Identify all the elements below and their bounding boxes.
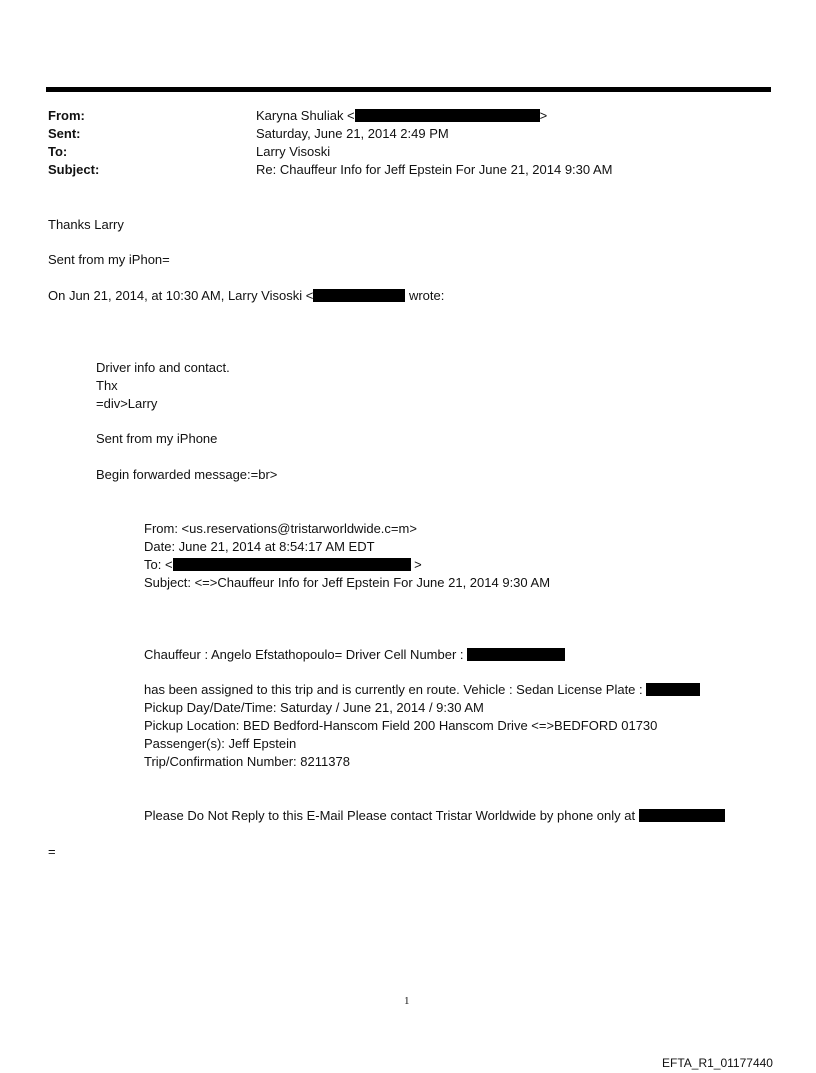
body-driver-info: Driver info and contact. [96, 360, 230, 375]
body-on-wrote: On Jun 21, 2014, at 10:30 AM, Larry Visoski < wrote: [48, 288, 445, 303]
pickup-location-line: Pickup Location: BED Bedford-Hanscom Field 200 Hanscom Drive <=>BEDFORD 01730 [144, 718, 658, 733]
do-not-reply-line: Please Do Not Reply to this E-Mail Please contact Tristar Worldwide by phone only at [144, 807, 725, 825]
redaction-box [173, 558, 411, 571]
sent-label: Sent: [48, 126, 81, 141]
subject-label: Subject: [48, 162, 100, 177]
fwd-from: From: <us.reservations@tristarworldwide.c=m> [144, 521, 417, 536]
subject-value: Re: Chauffeur Info for Jeff Epstein For June 21, 2014 9:30 AM [256, 162, 613, 177]
redaction-box [646, 683, 700, 696]
redaction-box [355, 109, 540, 122]
body-thanks: Thanks Larry [48, 217, 124, 232]
document-id: EFTA_R1_01177440 [662, 1056, 773, 1070]
body-thx: Thx [96, 378, 118, 393]
passengers-line: Passenger(s): Jeff Epstein [144, 736, 297, 751]
redaction-box [467, 648, 565, 661]
trip-number-line: Trip/Confirmation Number: 8211378 [144, 754, 350, 769]
body-sent-from: Sent from my iPhon= [48, 252, 170, 267]
fwd-date: Date: June 21, 2014 at 8:54:17 AM EDT [144, 539, 375, 554]
page-number: 1 [404, 995, 410, 1007]
header-rule [46, 87, 771, 92]
assigned-line: has been assigned to this trip and is currently en route. Vehicle : Sedan License Plate : [144, 681, 700, 699]
redaction-box [639, 809, 725, 822]
sent-value: Saturday, June 21, 2014 2:49 PM [256, 126, 449, 141]
body-sent-iphone: Sent from my iPhone [96, 431, 218, 446]
fwd-to: To: < > [144, 557, 422, 572]
chauffeur-line: Chauffeur : Angelo Efstathopoulo= Driver Cell Number : [144, 646, 565, 664]
to-label: To: [48, 144, 68, 159]
trailing-equals: = [48, 844, 56, 859]
from-label: From: [48, 108, 85, 123]
body-div-larry: =div>Larry [96, 396, 158, 411]
fwd-subject: Subject: <=>Chauffeur Info for Jeff Epstein For June 21, 2014 9:30 AM [144, 575, 551, 590]
pickup-day-line: Pickup Day/Date/Time: Saturday / June 21, 2014 / 9:30 AM [144, 700, 484, 715]
to-value: Larry Visoski [256, 144, 331, 159]
redaction-box [313, 289, 405, 302]
body-begin-forwarded: Begin forwarded message:=br> [96, 467, 278, 482]
from-value: Karyna Shuliak < > [256, 108, 548, 123]
